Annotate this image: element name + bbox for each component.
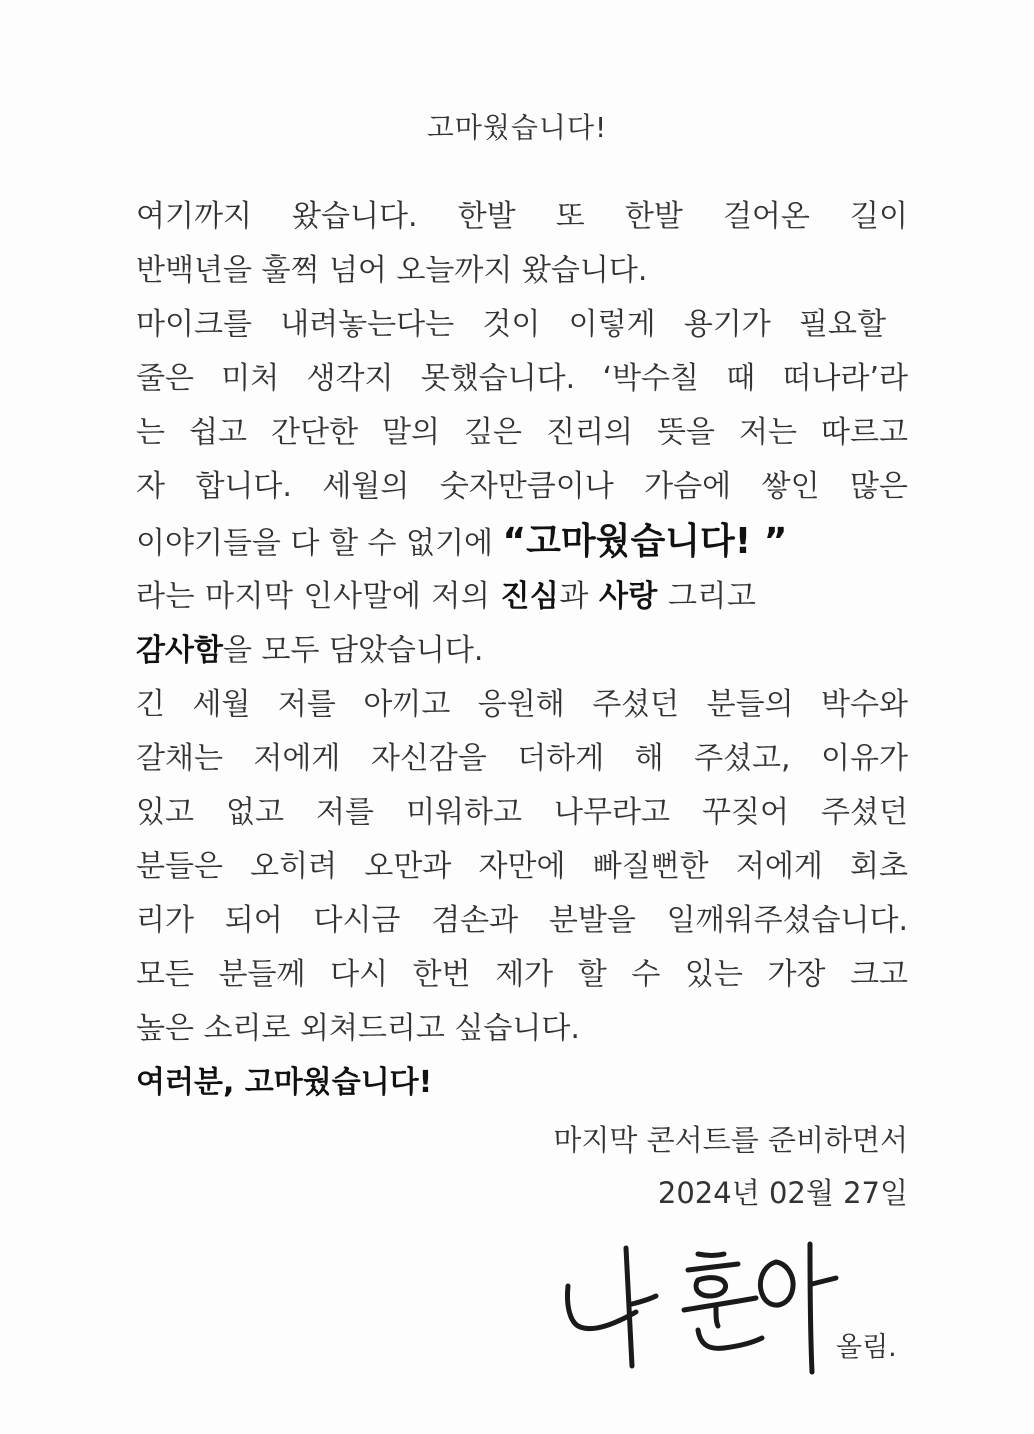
body-line-13: 분들은 오히려 오만과 자만에 빠질뻔한 저에게 회초 <box>136 849 908 884</box>
body-line-12: 있고 없고 저를 미워하고 나무라고 꾸짖어 주셨던 <box>136 795 908 830</box>
body-line-15: 모든 분들께 다시 한번 제가 할 수 있는 가장 크고 <box>136 957 908 992</box>
body-line-9-text: 을 모두 담았습니다. <box>222 633 484 668</box>
signed-label: 올림. <box>836 1332 897 1363</box>
body-line-8-text-c: 과 <box>559 579 599 614</box>
body-line-17: 여러분, 고마웠습니다! <box>136 1065 433 1100</box>
body-line-9 <box>136 624 908 678</box>
letter-body <box>136 190 908 1110</box>
body-line-1: 여기까지 왔습니다. 한발 또 한발 걸어온 길이 <box>136 199 908 234</box>
body-line-11: 갈채는 저에게 자신감을 더하게 해 주셨고, 이유가 <box>136 741 908 776</box>
body-line-5: 는 쉽고 간단한 말의 깊은 진리의 뜻을 저는 따르고 <box>136 415 908 450</box>
body-line-16: 높은 소리로 외쳐드리고 싶습니다. <box>136 1011 580 1046</box>
emphasis-sincerity: 진심 <box>500 579 560 614</box>
letter-title: 고마웠습니다! <box>426 111 608 144</box>
emphasis-thanks: “고마웠습니다! ” <box>502 521 788 562</box>
emphasis-love: 사랑 <box>598 579 658 614</box>
body-line-14: 리가 되어 다시금 겸손과 분발을 일깨워주셨습니다. <box>136 903 908 938</box>
body-line-8-text-e: 그리고 <box>657 579 757 614</box>
closing-line: 마지막 콘서트를 준비하면서 <box>553 1123 908 1157</box>
body-line-4: 줄은 미처 생각지 못했습니다. ‘박수칠 때 떠나라’라 <box>136 361 908 396</box>
body-line-10: 긴 세월 저를 아끼고 응원해 주셨던 분들의 박수와 <box>136 687 908 722</box>
closing-date: 2024년 02월 27일 <box>657 1176 908 1210</box>
body-line-8 <box>136 570 908 624</box>
body-line-7-text: 이야기들을 다 할 수 없기에 <box>136 526 503 561</box>
body-line-3: 마이크를 내려놓는다는 것이 이렇게 용기가 필요할 <box>136 307 886 342</box>
body-line-2: 반백년을 훌쩍 넘어 오늘까지 왔습니다. <box>136 253 648 288</box>
body-line-8-text-a: 라는 마지막 인사말에 저의 <box>136 579 501 614</box>
handwritten-signature <box>548 1226 848 1376</box>
body-line-6: 자 합니다. 세월의 숫자만큼이나 가슴에 쌓인 많은 <box>136 469 908 504</box>
body-line-7 <box>136 514 908 570</box>
emphasis-gratitude: 감사함 <box>136 633 223 668</box>
